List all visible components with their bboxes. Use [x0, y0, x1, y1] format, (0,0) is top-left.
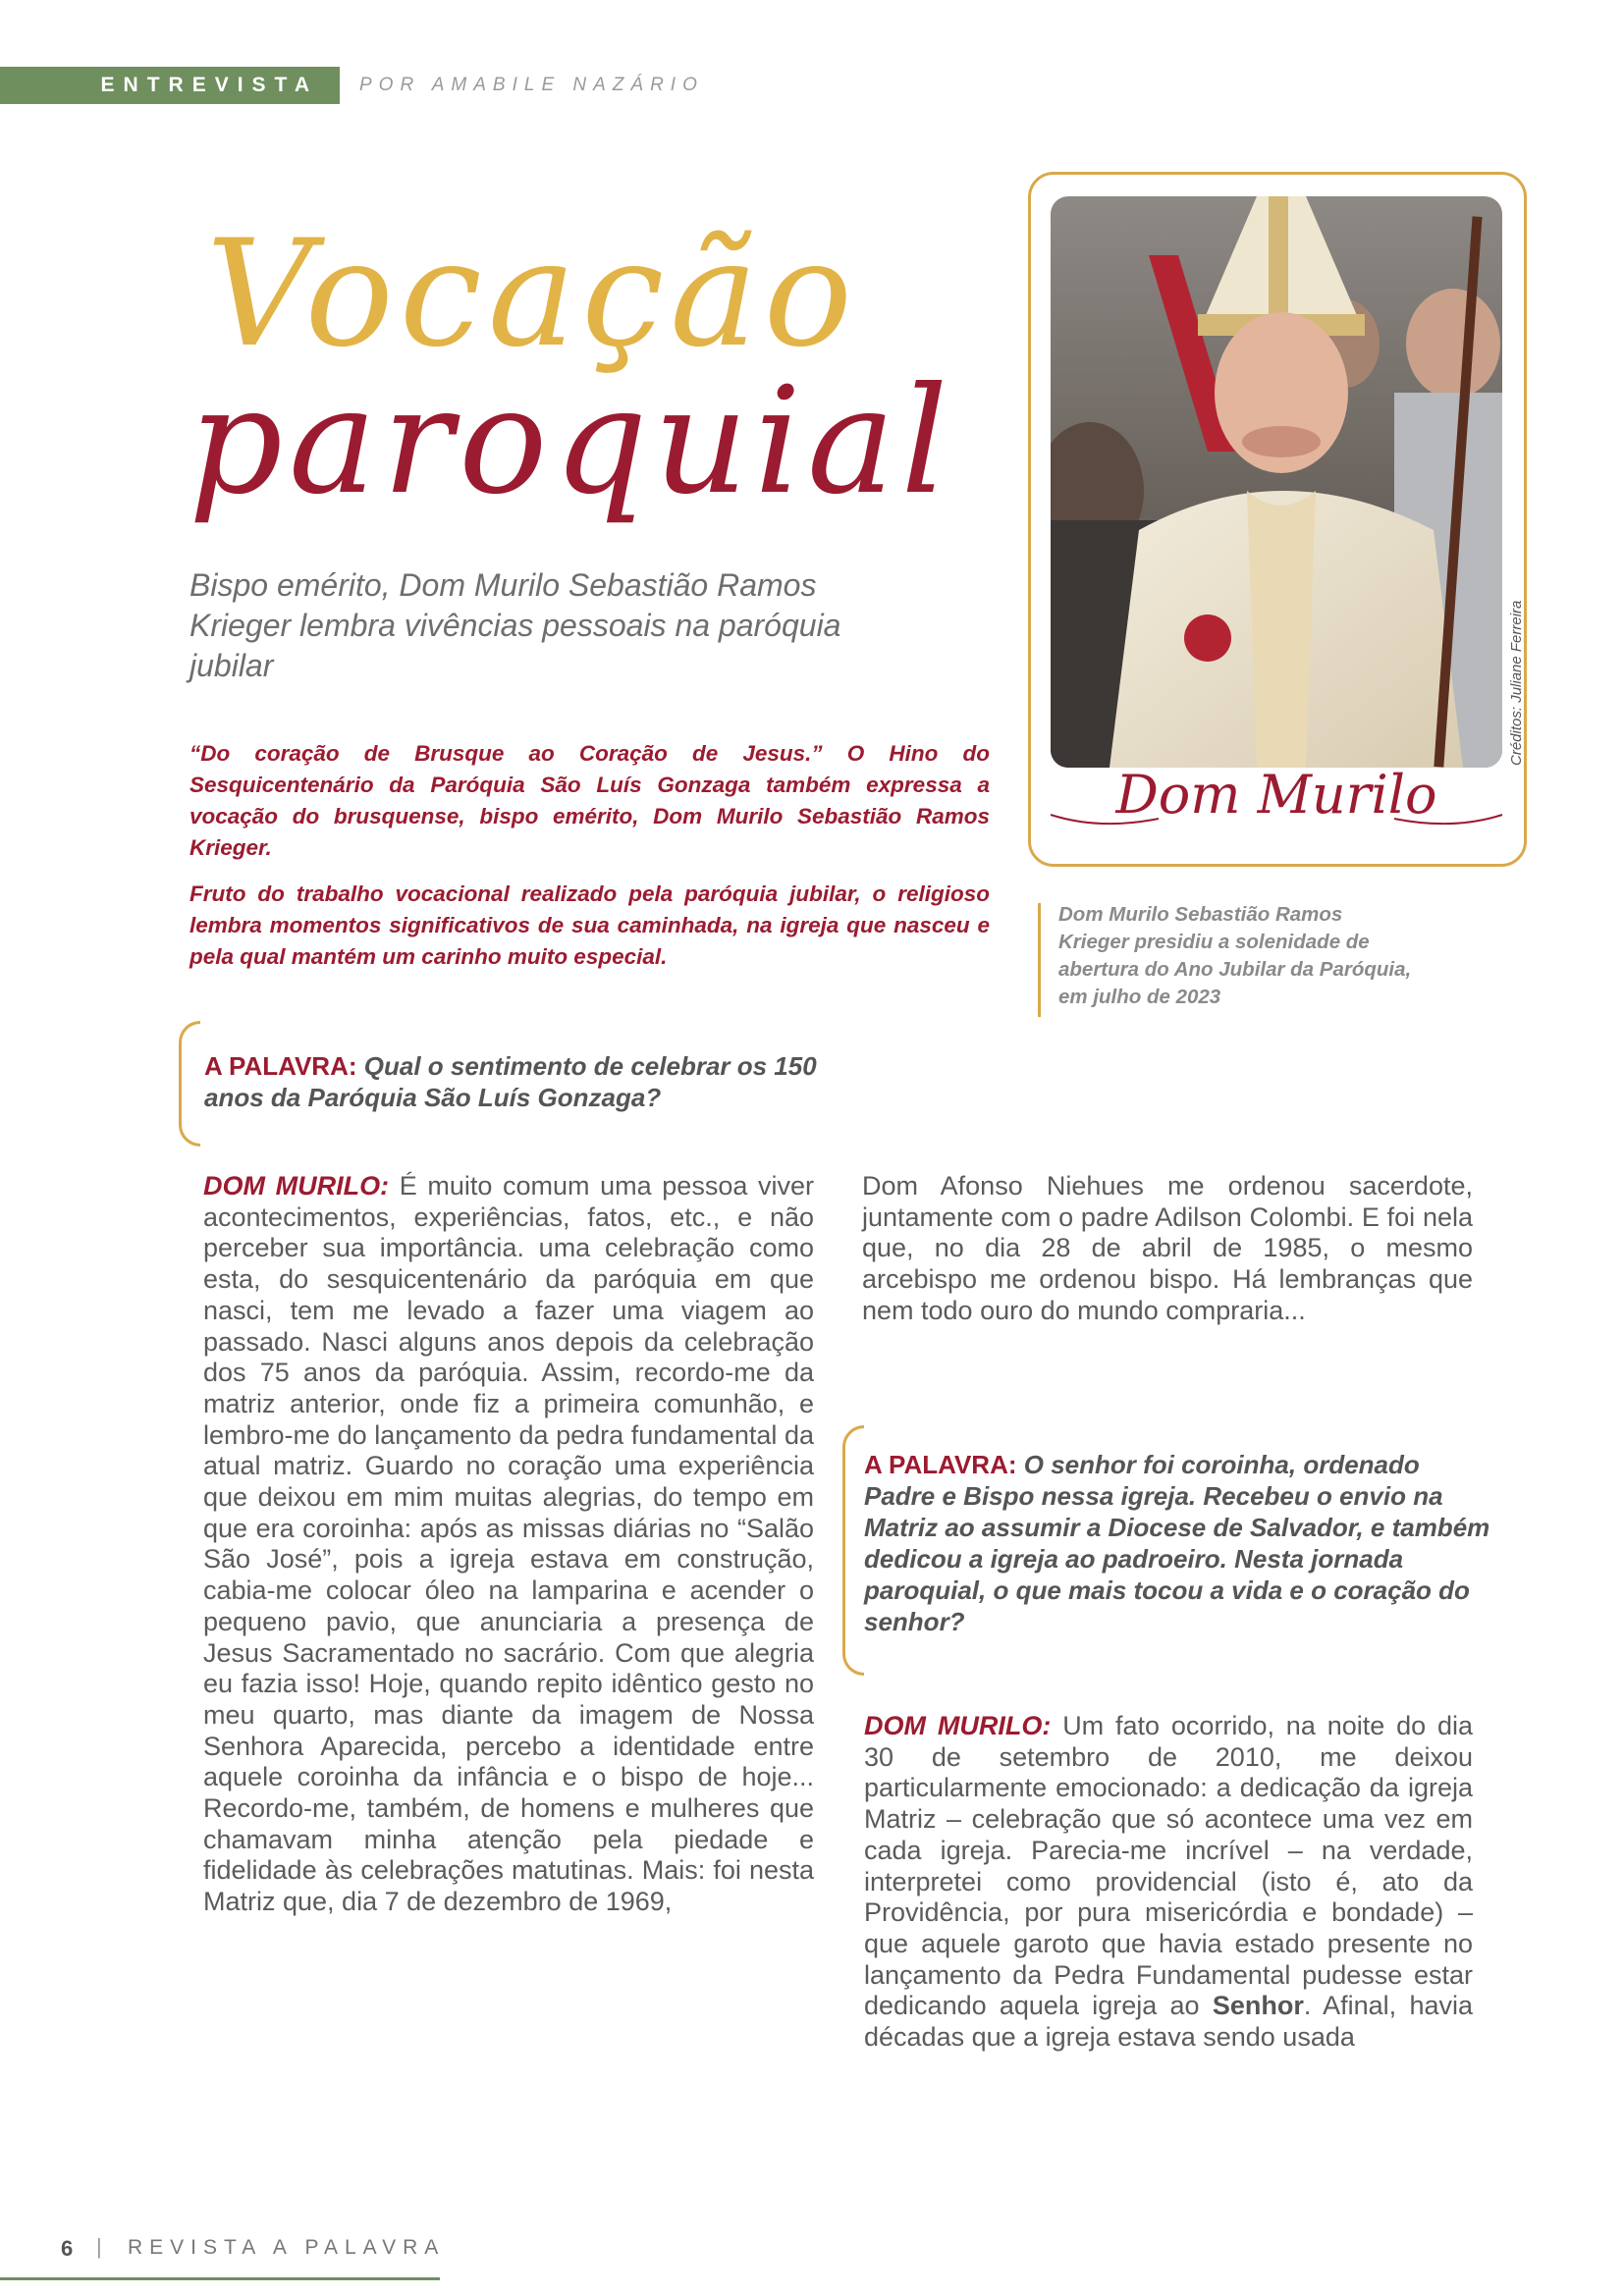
answer-label: DOM MURILO:: [203, 1171, 390, 1201]
subtitle: Bispo emérito, Dom Murilo Sebastião Ramos Krieger lembra vivências pessoais na paróquia jubilar: [189, 567, 841, 683]
footer-rule: [0, 2277, 440, 2280]
emphasis-word: Senhor: [1212, 1991, 1304, 2021]
section-label: ENTREVISTA: [0, 67, 340, 104]
title-line-2: paroquial: [189, 356, 954, 527]
question-1: [204, 1050, 833, 1113]
footer-separator: |: [96, 2234, 102, 2259]
page-number: 6: [61, 2236, 74, 2261]
photo-caption: Dom Murilo Sebastião Ramos Krieger presidiu a solenidade de abertura do Ano Jubilar da Paróquia, em julho de 2023: [1058, 903, 1412, 1008]
photo-credits: Créditos: Juliane Ferreira: [1508, 600, 1525, 766]
title-line-1: Vocação: [206, 209, 859, 380]
answer-2: [864, 1711, 1473, 2054]
question-2: [864, 1449, 1492, 1637]
question-text: O senhor foi coroinha, ordenado Padre e Bispo nessa igreja. Recebeu o envio na Matriz ao assumir a Diocese de Salvador, e também dedicou a igreja ao padroeiro. Nesta jornada paroquial, o que mais tocou a vida e o coração do senhor?: [864, 1450, 1490, 1636]
question-label: A PALAVRA:: [864, 1450, 1017, 1479]
bishop-photo: [1051, 196, 1502, 768]
caption-rule: [1038, 903, 1041, 1017]
lead-paragraph-1: “Do coração de Brusque ao Coração de Jesus.” O Hino do Sesquicentenário da Paróquia São Luís Gonzaga também expressa a vocação do brusquense, bispo emérito, Dom Murilo Sebastião Ramos Krieger.: [189, 741, 990, 860]
answer-1: [203, 1171, 814, 1918]
question-label: A PALAVRA:: [204, 1051, 357, 1081]
signature-flourish: [1041, 793, 1512, 832]
question-bracket: [842, 1425, 864, 1676]
answer-text-end: . Afinal, havia décadas que a igreja estava sendo usada: [864, 1991, 1473, 2053]
photo-signature: Dom Murilo: [1115, 764, 1437, 826]
answer-label: DOM MURILO:: [864, 1711, 1052, 1740]
answer-text: Um fato ocorrido, na noite do dia 30 de setembro de 2010, me deixou particularmente emocionado: a dedicação da igreja Matriz – celebração que só acontece uma vez em cada igreja. Parecia-me incrível – na verdade, interpretei como providencial (isto é, ato da Providência, por pura misericórdia e bondade) – que aquele garoto que havia estado presente no lançamento da Pedra Fundamental pudesse estar dedicando aquela igreja ao: [864, 1711, 1473, 2021]
question-text: Qual o sentimento de celebrar os 150 anos da Paróquia São Luís Gonzaga?: [204, 1051, 817, 1112]
lead-paragraph-2: Fruto do trabalho vocacional realizado pela paróquia jubilar, o religioso lembra momentos significativos de sua caminhada, na igreja que nasceu e pela qual mantém um carinho muito especial.: [189, 881, 990, 969]
answer-text: É muito comum uma pessoa viver acontecimentos, experiências, fatos, etc., e não perceber sua importância. uma celebração como esta, do sesquicentenário da paróquia em que nasci, tem me levado a fazer uma viagem ao passado. Nasci alguns anos depois da celebração dos 75 anos da paróquia. Assim, recordo-me da matriz anterior, onde fiz a primeira comunhão, e lembro-me do lançamento da pedra fundamental da atual matriz. Guardo no coração uma experiência que deixou em mim muitas alegrias, do tempo em que era coroinha: após as missas diárias no “Salão São José”, pois a igreja estava em construção, cabia-me colocar óleo na lamparina e acender o pequeno pavio, que anunciaria a presença de Jesus Sacramentado no sacrário. Com que alegria eu fazia isso! Hoje, quando repito idêntico gesto no meu quarto, mas diante da imagem de Nossa Senhora Aparecida, percebo a identidade entre aquele coroinha da infância e o bispo de hoje... Recordo-me, também, de homens e mulheres que chamavam minha atenção pela piedade e fidelidade às celebrações matutinas. Mais: foi nesta Matriz que, dia 7 de dezembro de 1969,: [203, 1171, 814, 1917]
byline: POR AMABILE NAZÁRIO: [359, 75, 704, 95]
question-bracket: [179, 1021, 200, 1147]
answer-1-continuation: Dom Afonso Niehues me ordenou sacerdote, juntamente com o padre Adilson Colombi. E foi nela que, no dia 28 de abril de 1985, o mesmo arcebispo me ordenou bispo. Há lembranças que nem todo ouro do mundo compraria...: [862, 1171, 1473, 1325]
publication-name: REVISTA A PALAVRA: [128, 2236, 446, 2259]
